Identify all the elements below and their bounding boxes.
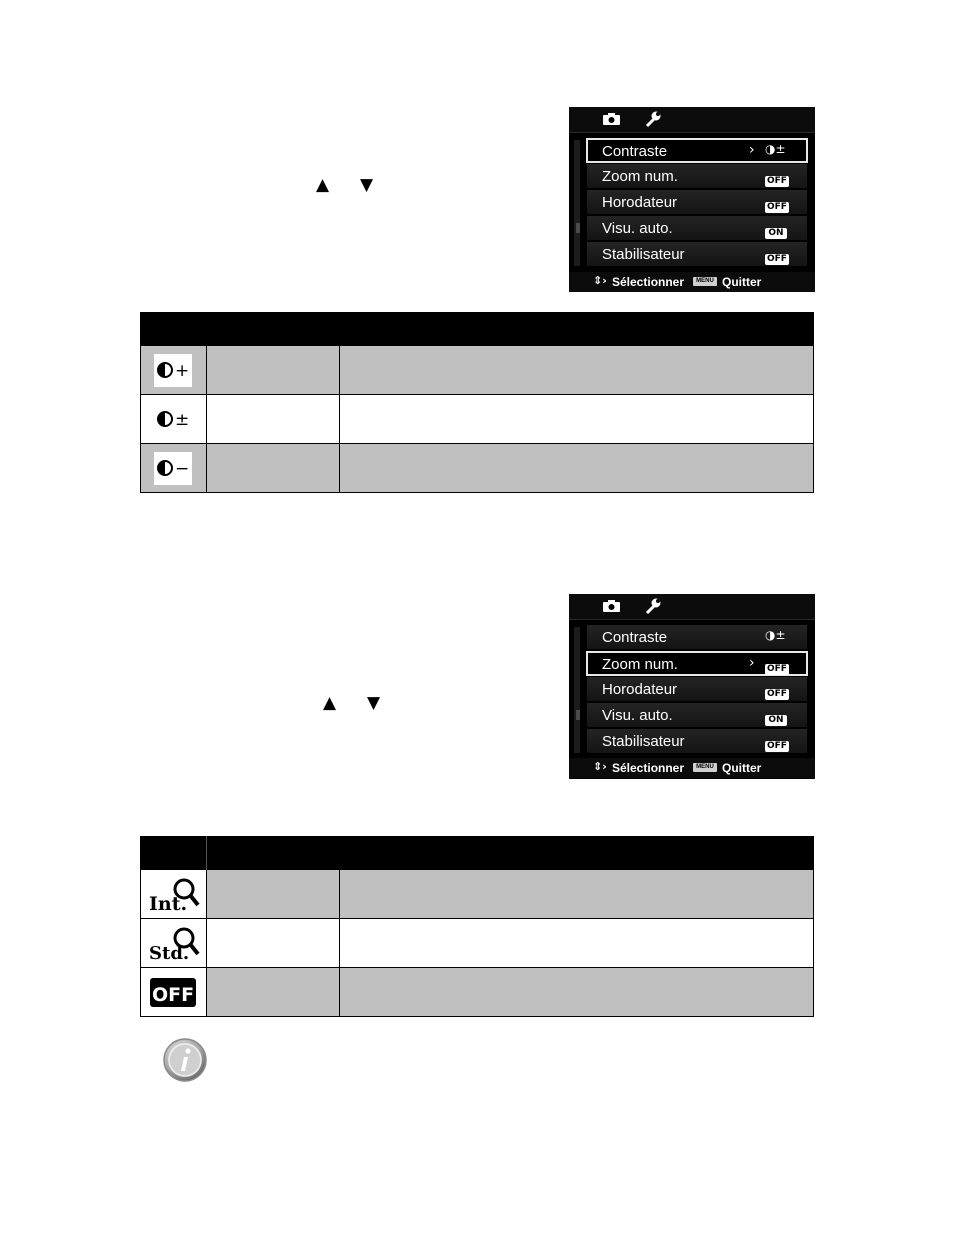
contrast-glyph: + [175,361,189,380]
table-row [140,395,814,444]
status-badge: OFF [767,202,787,212]
camera-menu-screen-contrast [569,107,815,292]
contrast-glyph: − [175,459,189,478]
contrast-minus-icon [154,452,192,485]
menu-tab-bar [569,594,815,620]
menu-item-visu-auto[interactable] [587,703,807,727]
menu-item-label: Zoom num. [602,168,678,185]
menu-item-label: Contraste [602,143,668,160]
status-badge: OFF [767,664,787,674]
scroll-thumb[interactable] [576,710,580,720]
quit-hint: Quitter [722,761,762,775]
menu-item-label: Zoom num. [602,656,678,673]
menu-item-zoom-num[interactable] [586,651,808,676]
menu-item-label: Stabilisateur [602,246,685,263]
select-hint: Sélectionner [612,275,685,289]
zoom-off-icon [147,972,201,1012]
standard-zoom-icon [147,923,201,963]
quit-hint: Quitter [722,275,762,289]
chevron-right-icon: › [749,655,755,671]
status-badge: OFF [767,689,787,699]
info-note-icon [162,1037,208,1083]
table-row [140,919,814,968]
menu-tab-bar [569,107,815,133]
scroll-thumb[interactable] [576,223,580,233]
intelligent-zoom-icon [147,874,201,914]
menu-item-label: Visu. auto. [602,707,673,724]
contrast-glyph: ± [175,410,189,429]
menu-item-contraste[interactable] [587,625,807,649]
status-badge: OFF [767,176,787,186]
menu-item-label: Visu. auto. [602,220,673,237]
menu-item-visu-auto[interactable] [587,216,807,240]
camera-tab-icon[interactable] [603,600,620,612]
svg-text:Int.: Int. [149,893,188,914]
menu-footer [569,758,815,778]
table-row [140,444,814,493]
table-row [140,968,814,1017]
status-badge: OFF [767,741,787,751]
scroll-track [574,627,580,753]
menu-item-horodateur[interactable] [587,190,807,214]
contrast-plus-icon [154,354,192,387]
svg-text:OFF: OFF [151,984,195,1006]
status-badge: ON [765,715,787,726]
contrast-value-icon: ◑± [765,628,786,642]
camera-tab-icon[interactable] [603,113,620,125]
navigate-arrows-icon: ⇕› [593,274,607,287]
up-arrow-icon: ▲ [323,693,337,713]
wrench-tab-icon[interactable] [644,110,662,128]
menu-footer [569,272,815,292]
status-badge: OFF [767,254,787,264]
menu-button-icon: MENU [693,277,717,286]
menu-item-stabilisateur[interactable] [587,729,807,753]
menu-item-label: Horodateur [602,194,678,211]
scroll-track [574,140,580,266]
down-arrow-icon: ▼ [360,175,374,195]
table-header [140,312,814,346]
up-arrow-icon: ▲ [316,175,330,195]
select-hint: Sélectionner [612,761,685,775]
menu-item-label: Stabilisateur [602,733,685,750]
chevron-right-icon: › [749,142,755,158]
table-row [140,870,814,919]
down-arrow-icon: ▼ [367,693,381,713]
menu-item-label: Horodateur [602,681,678,698]
menu-item-zoom-num[interactable] [587,164,807,188]
menu-item-stabilisateur[interactable] [587,242,807,266]
camera-menu-screen-zoom [569,594,815,779]
wrench-tab-icon[interactable] [644,597,662,615]
contrast-value-icon: ◑± [765,142,786,156]
menu-item-horodateur[interactable] [587,677,807,701]
table-row [140,346,814,395]
navigate-arrows-icon: ⇕› [593,760,607,773]
menu-button-icon: MENU [693,763,717,772]
menu-item-label: Contraste [602,629,668,646]
contrast-normal-icon [154,403,192,436]
status-badge: ON [765,228,787,239]
menu-item-contraste[interactable] [586,138,808,163]
table-header [140,836,814,870]
svg-text:Std.: Std. [149,943,190,963]
